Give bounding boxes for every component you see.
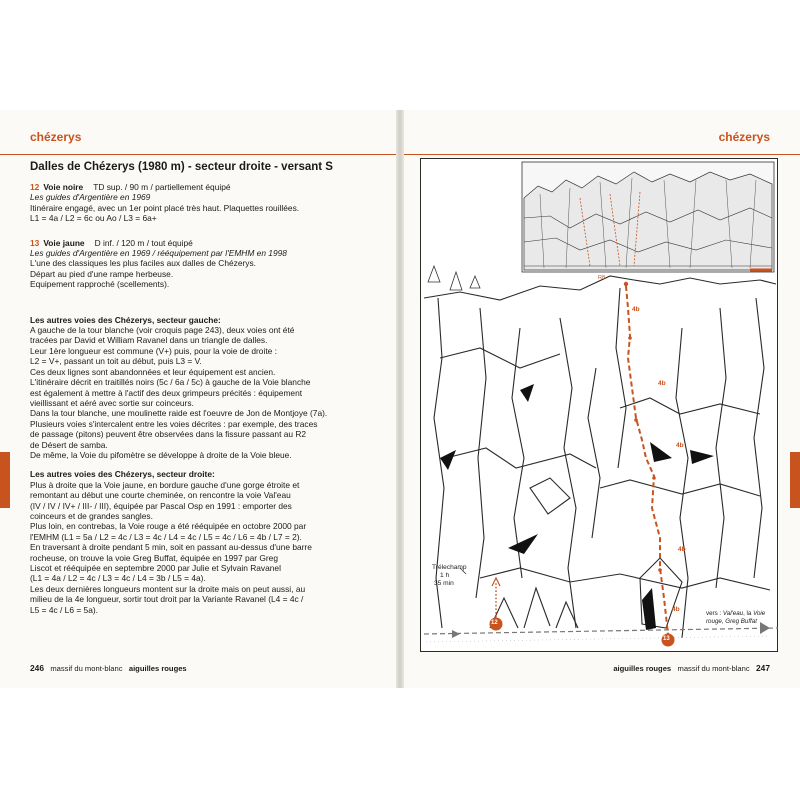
- right-page-number: 247: [756, 663, 770, 673]
- left-footer: [30, 663, 187, 673]
- left-thumb-tab: [0, 452, 10, 508]
- right-footer-series: massif du mont-blanc: [677, 664, 750, 673]
- left-section-title: chézerys: [30, 130, 82, 144]
- topo-drawing: [420, 158, 778, 652]
- route-line: Départ au pied d'une rampe herbeuse.: [30, 268, 174, 279]
- section-line: L2 = V+, passant un toit au début, puis L3 = V.: [30, 356, 202, 367]
- section-line: (IV / IV / IV+ / III- / III), équipée par Pascal Osp en 1991 : emporter des: [30, 500, 292, 511]
- approach-duration-h: 1 h: [440, 572, 450, 579]
- overview-inset: [522, 162, 774, 272]
- top-belay-marker: [624, 282, 628, 286]
- section-line: L'itinéraire décrit en traitillés noirs (5c / 6a / 5c) à gauche de la Voie blanche: [30, 377, 311, 388]
- section-line: tracées par David et William Ravanel dans un triangle de dalles.: [30, 335, 268, 346]
- other-routes-section: [30, 469, 385, 615]
- route-number: 12: [30, 182, 40, 192]
- belay-marker: [628, 336, 632, 340]
- route-heading: [30, 238, 385, 248]
- route-description-column: [30, 160, 385, 615]
- route-12: [30, 182, 385, 224]
- sector-heading: Dalles de Chézerys (1980 m) - secteur droite - versant S: [30, 161, 333, 173]
- grade-label-3: 4b: [676, 442, 684, 449]
- route-heading: [30, 182, 385, 192]
- section-line: Liscot et rééquipée en septembre 2000 par Julie et Sylvain Ravanel: [30, 563, 281, 573]
- section-line: remontant au début une courte cheminée, on rencontre la voie Val'eau: [30, 490, 291, 501]
- right-header-rule: [404, 154, 800, 155]
- grade-label-2: 4b: [658, 380, 666, 387]
- section-line: vieillissant et aéré avec sortie sur coinceurs.: [30, 397, 194, 408]
- section-line: est également à mettre à l'actif des deux grimpeurs précités : équipement: [30, 387, 303, 398]
- right-section-title: chézerys: [718, 130, 770, 144]
- belay-marker: [658, 568, 662, 572]
- section-line: L5 = 4c / L6 = 5a).: [30, 604, 98, 615]
- left-page-number: 246: [30, 663, 44, 673]
- spacer: [30, 290, 385, 306]
- grade-label-1: 4b: [632, 306, 640, 313]
- belay-label: R8: [598, 275, 606, 281]
- section-line: Ces deux lignes sont abandonnées et leur équipement est ancien.: [30, 366, 276, 377]
- grade-label-4: 4b: [678, 546, 686, 553]
- right-thumb-tab: [790, 452, 800, 508]
- section-line: l'EMHM (L1 = 5a / L2 = 4c / L3 = 4c / L4 = 4c / L5 = 4c / L6 = 4b / L7 = 2).: [30, 531, 302, 542]
- route-13: [30, 238, 385, 290]
- left-page: [0, 110, 397, 688]
- other-routes-section: [30, 315, 385, 461]
- section-line: (L1 = 4a / L2 = 4c / L3 = 4c / L4 = 3b / L5 = 4a).: [30, 573, 206, 584]
- section-line: Leur 1ère longueur est commune (V+) puis, pour la voie de droite :: [30, 345, 277, 356]
- route-grade: TD sup. / 90 m / partiellement équipé: [93, 182, 231, 192]
- section-line: de passage (pitons) peuvent être observées dans la fissure passant au R2: [30, 429, 307, 440]
- section-line: coinceurs et de grandes sangles.: [30, 510, 153, 521]
- route-line: L'une des classiques les plus faciles aux dalles de Chézerys.: [30, 258, 256, 269]
- route-line: Les guides d'Argentière en 1969: [30, 192, 151, 203]
- section-line: Les deux dernières longueurs montent sur la droite mais on peut aussi, au: [30, 583, 306, 594]
- route-line: L1 = 4a / L2 = 6c ou Ao / L3 = 6a+: [30, 213, 157, 224]
- route-line: Les guides d'Argentière en 1969 / rééquipement par l'EMHM en 1998: [30, 248, 287, 259]
- route-line: Equipement rapproché (scellements).: [30, 279, 170, 290]
- route-name: Voie jaune: [43, 237, 85, 248]
- section-line: de Désert de samba.: [30, 439, 108, 450]
- exit-note: vers : Val'eau, la Voie rouge, Greg Buffat: [706, 610, 766, 625]
- section-line: milieu de la 4e longueur, sortir tout droit par la Variante Ravanel (L4 = 4c /: [30, 594, 304, 605]
- section-line: rocheuse, on trouve la voie Greg Buffat, équipée en 1997 par Greg: [30, 552, 279, 563]
- start-number-13: 13: [663, 636, 670, 642]
- route-name: Voie noire: [43, 182, 84, 192]
- section-heading: Les autres voies des Chézerys, secteur droite:: [30, 469, 215, 480]
- route-grade: D inf. / 120 m / tout équipé: [94, 237, 193, 248]
- section-line: En traversant à droite pendant 5 min, soit en passant au-dessus d'une barre: [30, 542, 312, 553]
- right-page: [404, 110, 800, 688]
- right-footer: [613, 663, 770, 673]
- approach-duration-min: 35 min: [434, 580, 454, 587]
- route-number: 13: [30, 237, 40, 248]
- route-line: Itinéraire engagé, avec un 1er point placé très haut. Plaquettes rouillées.: [30, 202, 300, 213]
- grade-label-5: 4b: [672, 606, 680, 613]
- left-footer-area: aiguilles rouges: [128, 664, 187, 673]
- spacer: [30, 224, 385, 234]
- topo-illustration: [420, 158, 778, 652]
- left-header-rule: [0, 154, 397, 155]
- approach-place: Trélechamp: [432, 564, 467, 571]
- other-routes-sections: [30, 290, 385, 615]
- section-line: Plus loin, en contrebas, la Voie rouge a été rééquipée en octobre 2000 par: [30, 521, 307, 532]
- belay-marker: [652, 476, 656, 480]
- belay-marker: [634, 418, 638, 422]
- section-line: A gauche de la tour blanche (voir croquis page 243), deux voies ont été: [30, 325, 295, 336]
- section-line: Plus à droite que la Voie jaune, en bordure gauche d'une gorge étroite et: [30, 479, 300, 490]
- section-line: Plusieurs voies s'intercalent entre les voies décrites : par exemple, des traces: [30, 418, 318, 429]
- section-heading: Les autres voies des Chézerys, secteur gauche:: [30, 314, 221, 325]
- route-list: [30, 182, 385, 290]
- right-footer-area: aiguilles rouges: [613, 664, 672, 673]
- section-line: De même, la Voie du pifomètre se développe à droite de la Voie bleue.: [30, 449, 292, 460]
- start-number-12: 12: [491, 620, 498, 626]
- left-footer-series: massif du mont-blanc: [50, 664, 123, 673]
- section-line: Dans la tour blanche, une moulinette raide est l'oeuvre de Jon de Montjoye (7a).: [30, 408, 328, 419]
